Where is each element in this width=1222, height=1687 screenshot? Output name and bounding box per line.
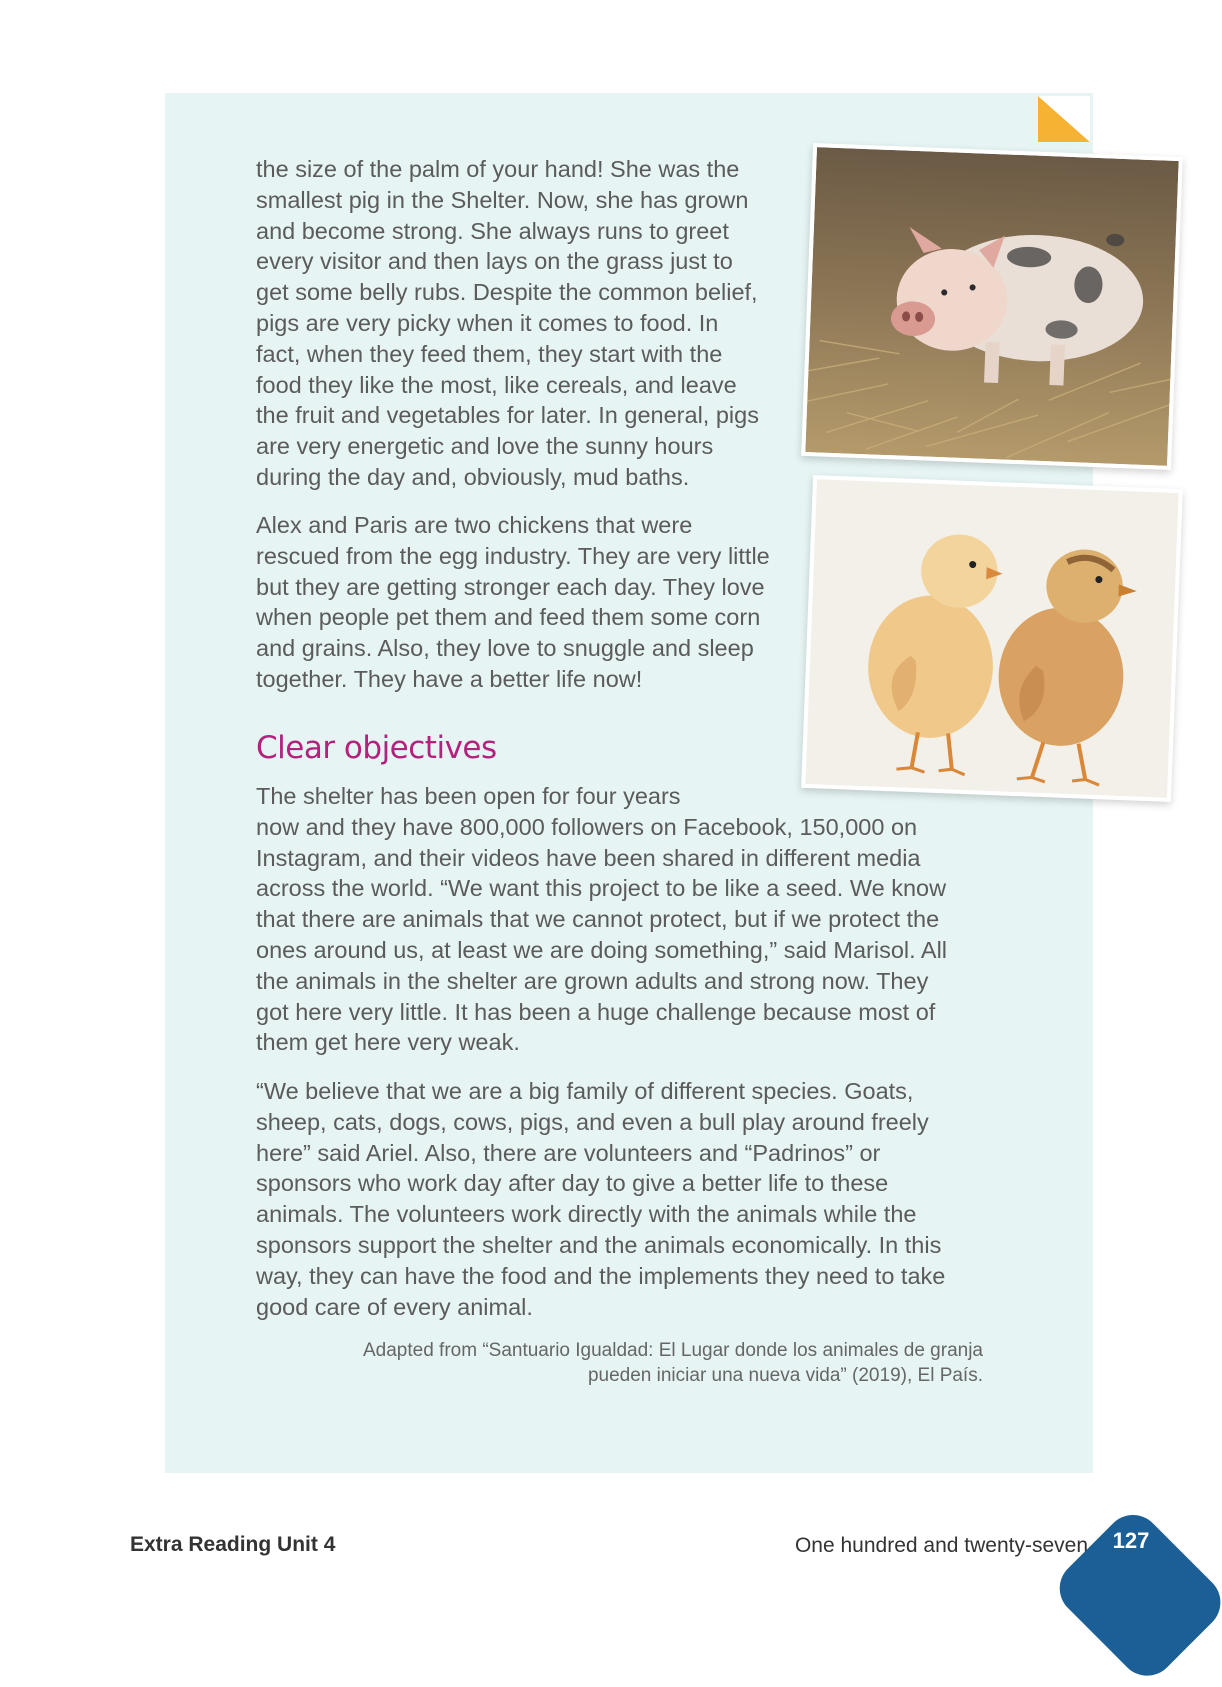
text-line: the fruit and vegetables for later. In general, pigs (256, 402, 759, 429)
text-line: but they are getting stronger each day. They love (256, 573, 765, 600)
text-line: sponsors who work day after day to give a better life to these (256, 1170, 889, 1197)
text-line: fact, when they feed them, they start with the (256, 340, 723, 367)
chicks-photo (801, 475, 1183, 802)
text-line: sponsors support the shelter and the animals economically. In this (256, 1231, 942, 1258)
text-line: them get here very weak. (256, 1029, 520, 1056)
text-line: smallest pig in the Shelter. Now, she has grown (256, 186, 749, 213)
text-line: are very energetic and love the sunny hours (256, 433, 714, 460)
page-number: 127 (1112, 1528, 1150, 1553)
text-line: sheep, cats, dogs, cows, pigs, and even a bull play around freely (256, 1108, 929, 1135)
pig-photo (801, 143, 1183, 470)
text-line: pigs are very picky when it comes to food. In (256, 309, 719, 336)
text-line: ones around us, at least we are doing something,” said Marisol. All (256, 936, 948, 963)
text-line: got here very little. It has been a huge challenge because most of (256, 998, 936, 1025)
text-line: here” said Ariel. Also, there are volunteers and “Padrinos” or (256, 1139, 881, 1166)
text-line: every visitor and then lays on the grass just to (256, 248, 733, 275)
text-line: when people pet them and feed them some corn (256, 604, 761, 631)
text-line: that there are animals that we cannot protect, but if we protect the (256, 906, 940, 933)
text-line: get some belly rubs. Despite the common belief, (256, 279, 758, 306)
citation-line: Adapted from “Santuario Igualdad: El Lugar donde los animales de granja (362, 1340, 983, 1361)
text-line: now and they have 800,000 followers on Facebook, 150,000 on (256, 813, 918, 840)
text-line: rescued from the egg industry. They are very little (256, 542, 770, 569)
paragraph-objectives (256, 781, 991, 1058)
text-line: food they like the most, like cereals, and leave (256, 371, 737, 398)
text-line: good care of every animal. (256, 1293, 533, 1320)
text-line: and become strong. She always runs to greet (256, 217, 729, 244)
paragraph-pig (256, 154, 801, 493)
text-line: across the world. “We want this project to be like a seed. We know (256, 875, 947, 902)
citation-line: pueden iniciar una nueva vida” (2019), El País. (587, 1365, 983, 1386)
text-line: The shelter has been open for four years (256, 783, 681, 809)
footer-page-words: One hundred and twenty-seven (794, 1534, 1088, 1557)
text-line: way, they can have the food and the implements they need to take (256, 1262, 946, 1289)
text-line: together. They have a better life now! (256, 665, 643, 692)
source-citation (256, 1338, 983, 1388)
text-line: “We believe that we are a big family of different species. Goats, (256, 1078, 914, 1104)
text-line: the animals in the shelter are grown adults and strong now. They (256, 967, 929, 994)
text-line: during the day and, obviously, mud baths. (256, 463, 690, 490)
text-line: Alex and Paris are two chickens that were (256, 512, 693, 538)
text-line: animals. The volunteers work directly with the animals while the (256, 1201, 917, 1228)
paragraph-chickens (256, 510, 801, 695)
section-heading: Clear objectives (256, 730, 497, 766)
paragraph-family (256, 1076, 991, 1322)
footer-unit-label: Extra Reading Unit 4 (130, 1533, 336, 1556)
text-line: the size of the palm of your hand! She was the (256, 156, 740, 182)
text-line: and grains. Also, they love to snuggle and sleep (256, 635, 754, 662)
text-line: Instagram, and their videos have been shared in different media (256, 844, 921, 871)
